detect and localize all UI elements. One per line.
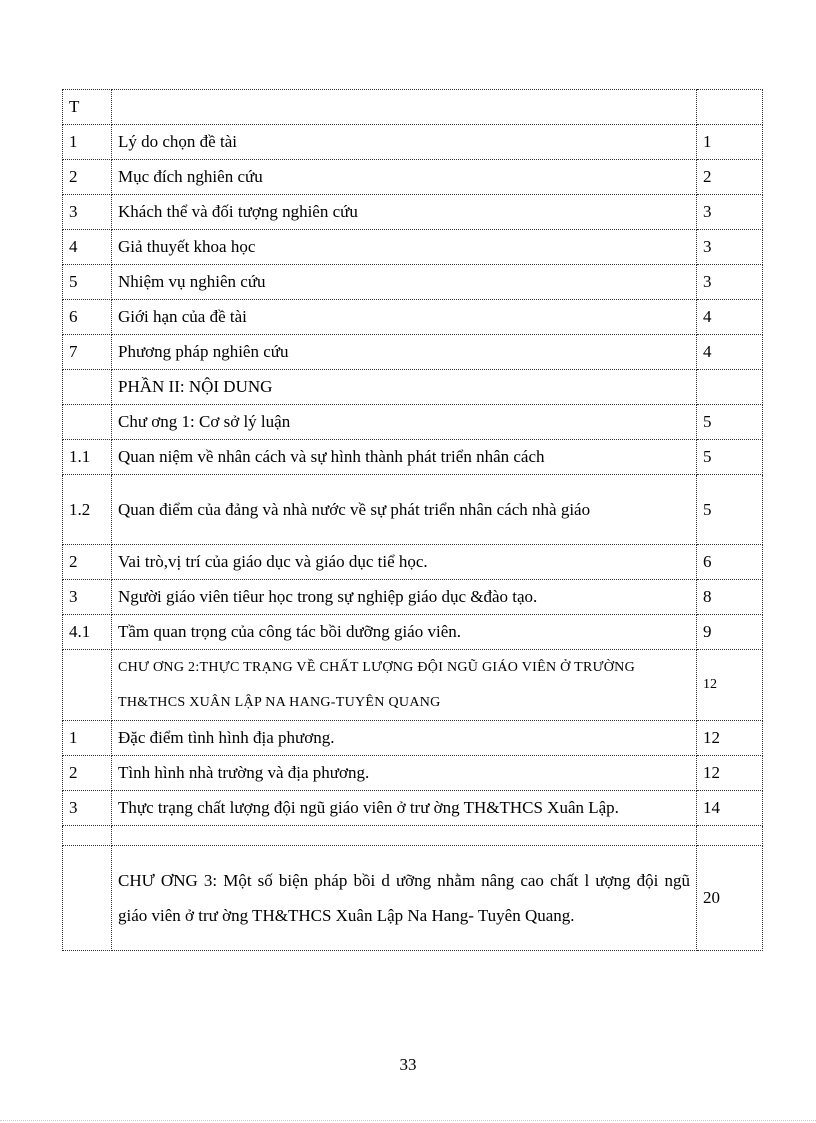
row-number: 5 <box>63 265 112 300</box>
row-title: Nhiệm vụ nghiên cứu <box>112 265 697 300</box>
row-page: 2 <box>697 160 763 195</box>
row-title <box>112 826 697 846</box>
row-page: 5 <box>697 440 763 475</box>
row-number: 3 <box>63 195 112 230</box>
table-row <box>63 125 763 160</box>
table-row <box>63 615 763 650</box>
table-row <box>63 650 763 721</box>
row-title: Lý do chọn đề tài <box>112 125 697 160</box>
chapter-heading: Chư ơng 1: Cơ sở lý luận <box>112 405 697 440</box>
table-row <box>63 405 763 440</box>
table-row <box>63 230 763 265</box>
row-title: Người giáo viên tiêur học trong sự nghiệp giáo dục &đào tạo. <box>112 580 697 615</box>
table-row <box>63 335 763 370</box>
row-page: 4 <box>697 335 763 370</box>
row-number: 1.2 <box>63 475 112 545</box>
row-number: 3 <box>63 791 112 826</box>
row-number <box>63 826 112 846</box>
table-row <box>63 370 763 405</box>
row-number: 4.1 <box>63 615 112 650</box>
row-page: 9 <box>697 615 763 650</box>
table-row <box>63 300 763 335</box>
row-page: 1 <box>697 125 763 160</box>
row-page: 20 <box>697 846 763 951</box>
table-row <box>63 545 763 580</box>
table-row <box>63 90 763 125</box>
row-title: Thực trạng chất lượng đội ngũ giáo viên ở trư ờng TH&THCS Xuân Lập. <box>112 791 697 826</box>
row-number: 1 <box>63 721 112 756</box>
row-number: T <box>63 90 112 125</box>
row-number: 2 <box>63 545 112 580</box>
row-page <box>697 370 763 405</box>
row-number <box>63 370 112 405</box>
row-page: 12 <box>697 650 763 721</box>
table-row <box>63 721 763 756</box>
table-row <box>63 195 763 230</box>
row-page: 12 <box>697 756 763 791</box>
row-page: 4 <box>697 300 763 335</box>
row-title: Tầm quan trọng của công tác bồi dưỡng giáo viên. <box>112 615 697 650</box>
row-number: 1.1 <box>63 440 112 475</box>
row-number <box>63 650 112 721</box>
table-row <box>63 846 763 951</box>
row-title: Khách thể và đối tượng nghiên cứu <box>112 195 697 230</box>
table-row <box>63 580 763 615</box>
row-page <box>697 826 763 846</box>
row-title: Đặc điểm tình hình địa phương. <box>112 721 697 756</box>
row-title <box>112 90 697 125</box>
row-number: 2 <box>63 756 112 791</box>
row-number: 1 <box>63 125 112 160</box>
row-number <box>63 405 112 440</box>
row-page: 12 <box>697 721 763 756</box>
table-row <box>63 475 763 545</box>
table-row <box>63 791 763 826</box>
row-number <box>63 846 112 951</box>
row-page: 5 <box>697 475 763 545</box>
row-page <box>697 90 763 125</box>
row-title: Tình hình nhà trường và địa phương. <box>112 756 697 791</box>
row-page: 5 <box>697 405 763 440</box>
row-title: Mục đích nghiên cứu <box>112 160 697 195</box>
row-title: Giới hạn của đề tài <box>112 300 697 335</box>
table-row <box>63 265 763 300</box>
chapter-heading: CHƯ ƠNG 2:THỰC TRẠNG VỀ CHẤT LƯỢNG ĐỘI NGŨ GIÁO VIÊN Ở TRƯỜNG TH&THCS XUÂN LẬP NA HANG-TUYÊN QUANG <box>112 650 697 721</box>
row-page: 6 <box>697 545 763 580</box>
row-number: 3 <box>63 580 112 615</box>
page-bottom-divider <box>0 1120 816 1121</box>
table-row <box>63 756 763 791</box>
row-page: 14 <box>697 791 763 826</box>
row-number: 7 <box>63 335 112 370</box>
row-title: Giả thuyết khoa học <box>112 230 697 265</box>
row-title: Vai trò,vị trí của giáo dục và giáo dục tiể học. <box>112 545 697 580</box>
row-title: Quan điểm của đảng và nhà nước về sự phát triển nhân cách nhà giáo <box>112 475 697 545</box>
row-number: 2 <box>63 160 112 195</box>
row-page: 8 <box>697 580 763 615</box>
row-page: 3 <box>697 265 763 300</box>
row-title: Phương pháp nghiên cứu <box>112 335 697 370</box>
section-heading: PHẦN II: NỘI DUNG <box>112 370 697 405</box>
row-title: Quan niệm về nhân cách và sự hình thành phát triển nhân cách <box>112 440 697 475</box>
chapter-heading: CHƯ ƠNG 3: Một số biện pháp bồi d ưỡng nhằm nâng cao chất l ượng đội ngũ giáo viên ở trư ờng TH&THCS Xuân Lập Na Hang- Tuyên Quang. <box>112 846 697 951</box>
row-page: 3 <box>697 230 763 265</box>
table-row <box>63 160 763 195</box>
row-number: 6 <box>63 300 112 335</box>
page-number: 33 <box>399 1055 417 1074</box>
table-row <box>63 826 763 846</box>
row-page: 3 <box>697 195 763 230</box>
row-number: 4 <box>63 230 112 265</box>
table-of-contents <box>62 89 763 951</box>
table-row <box>63 440 763 475</box>
